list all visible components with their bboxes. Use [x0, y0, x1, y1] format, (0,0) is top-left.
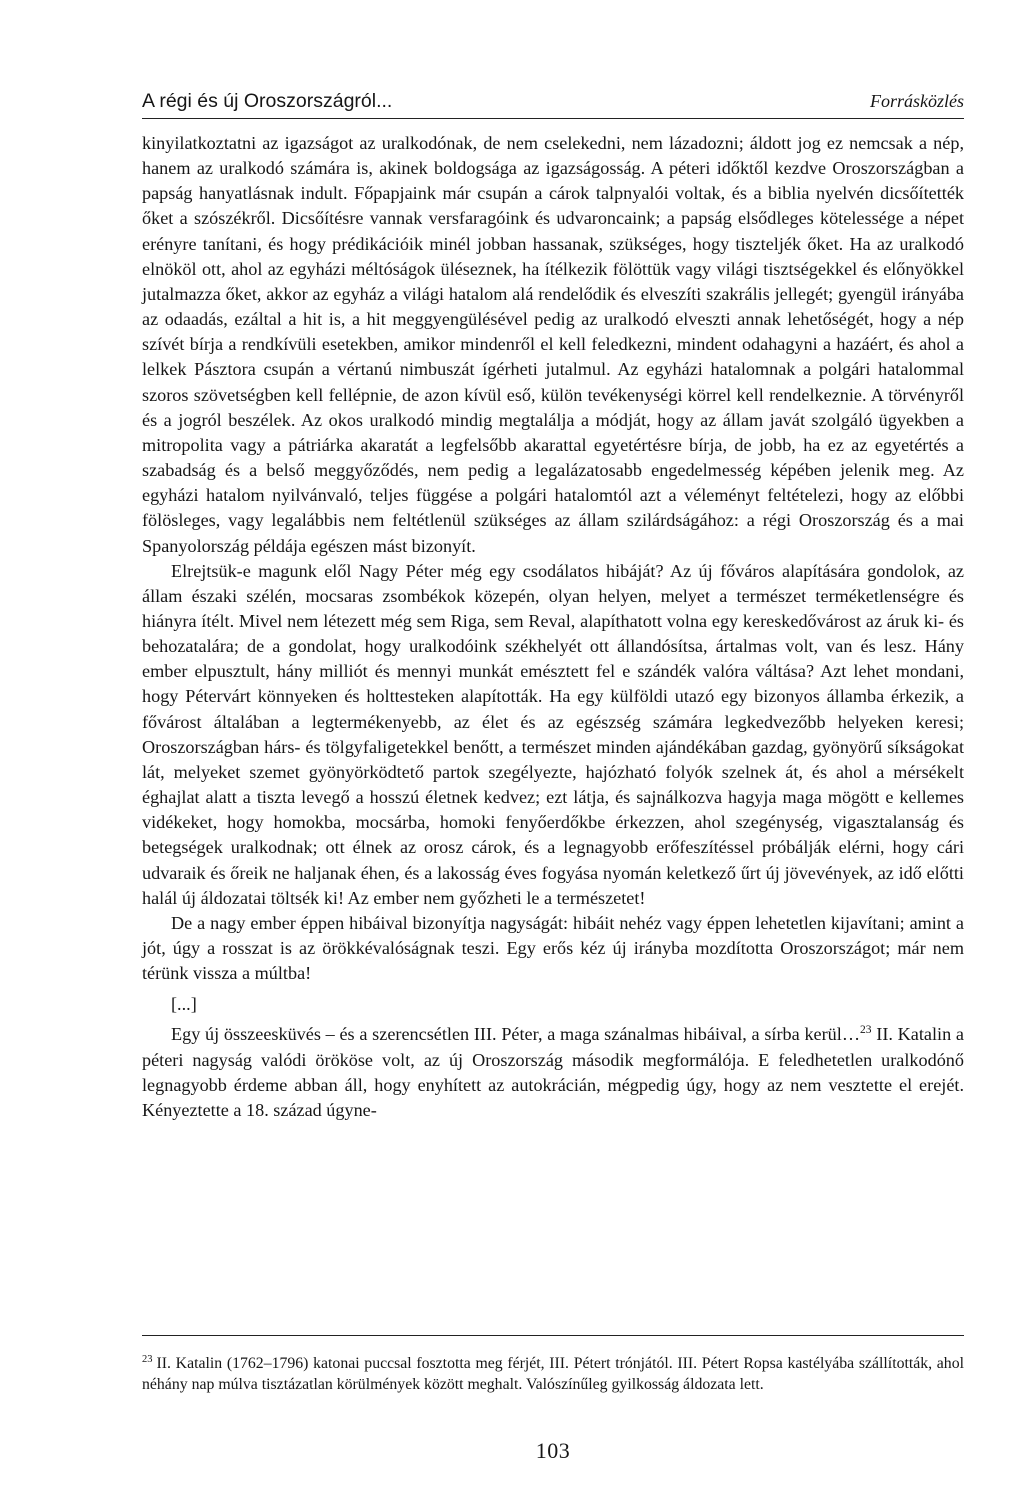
running-head: [142, 88, 964, 119]
paragraph-5-part-1: Egy új összeesküvés – és a szerencsétlen III. Péter, a maga szánalmas hibáival, a sírba kerül…: [171, 1024, 861, 1045]
paragraph-1: kinyilatkoztatni az igazságot az uralkodónak, de nem cselekedni, nem lázadozni; áldott jog ez nemcsak a nép, hanem az uralkodó számára is, akinek boldogsága az igazságosság. A péteri időktől kezdve Oroszországban a papság hanyatlásnak indult. Főpapjaink már csupán a cárok talpnyalói voltak, és a biblia nyelvén dicsőítették őket a szószékről. Dicsőítésre vannak versfaragóink és udvaroncaink; a papság elsődleges kötelessége a népet erényre tanítani, és hogy prédikációik minél jobban hassanak, szükséges, hogy tiszteljék őket. Ha az uralkodó elnököl ott, ahol az egyházi méltóságok üléseznek, ha ítélkezik fölöttük vagy világi tisztségekkel és előnyökkel jutalmazza őket, akkor az egyház a világi hatalom alá rendelődik és elveszíti szakrális jellegét; gyengül irányába az odaadás, ezáltal a hit is, a hit meggyengülésével pedig az uralkodó elveszti annak lehetőségét, hogy a nép szívét bírja a rendkívüli esetekben, amikor mindenről el kell feledkezni, mindent odahagyni a hazáért, és ahol a lelkek Pásztora csupán a vértanú nimbuszát ígérheti jutalmul. Az egyházi hatalomnak a polgári hatalommal szoros szövetségben kell fellépnie, de azon kívül eső, külön tevékenységi körrel kell rendelkeznie. A törvényről és a jogról beszélek. Az okos uralkodó mindig megtalálja a módját, hogy az állam javát szolgáló ügyekben a mitropolita vagy a pátriárka akaratát a legfelsőbb akarattal egyetértésre bírja, de jobb, ha ez az egyetértés a szabadság és a belső meggyőződés, nem pedig a legalázatosabb engedelmesség képében jelenik meg. Az egyházi hatalom nyilvánvaló, teljes függése a polgári hatalomtól azt a véleményt feltételezi, hogy az előbbi fölösleges, vagy legalábbis nem feltétlenül szükséges az állam szilárdságához: a régi Oroszország és a mai Spanyolország példája egészen mást bizonyít.: [142, 133, 964, 556]
paragraph-3: De a nagy ember éppen hibáival bizonyítja nagyságát: hibáit nehéz vagy éppen lehetetlen kijavítani; amint a jót, úgy a rosszat is az örökkévalóságnak teszi. Egy erős kéz új irányba mozdította Oroszországot; már nem térünk vissza a múltba!: [142, 912, 964, 984]
footnote-divider: [142, 1335, 964, 1336]
page-number: 103: [535, 1438, 571, 1463]
body-text: [142, 131, 964, 1123]
omission-marker: [...]: [171, 994, 197, 1015]
paragraph-5: [142, 1022, 964, 1123]
footnote-23: [142, 1354, 964, 1395]
paragraph-2: Elrejtsük-e magunk elől Nagy Péter még egy csodálatos hibáját? Az új főváros alapítására gondolok, az állam északi szélén, mocsaras zsombékok közepén, olyan helyen, melyet a természet terméketlenségre és hiányra ítélt. Mivel nem létezett még sem Riga, sem Reval, alapíthatott volna egy kereskedővárost az áruk ki- és behozatalára; de a gondolat, hogy uralkodóink székhelyét ott állandósítsa, ártalmas volt, van és lesz. Hány ember elpusztult, hány milliót és mennyi munkát emésztett fel e szándék valóra váltása? Azt lehet mondani, hogy Pétervárt könnyeken és holttesteken alapították. Ha egy külföldi utazó egy bizonyos államba érkezik, a fővárost általában a legtermékenyebb, az élet és az egészség számára legkedvezőbb helyeken keresi; Oroszországban hárs- és tölgyfaligetekkel benőtt, a természet minden ajándékában gazdag, gyönyörű síkságokat lát, melyeket szemet gyönyörködtető partok szegélyezte, hajózható folyók szelnek át, és ahol a mérsékelt éghajlat alatt a tiszta levegő a hosszú életnek kedvez; ezt látja, és sajnálkozva hagyja maga mögött e kellemes vidékeket, hogy homokba, mocsárba, homoki fenyőerdőkbe érkezzen, ahol szegénység, vigasztalanság és betegségek uralkodnak; ott élnek az orosz cárok, és a legnagyobb erőfeszítéssel próbálják elérni, hogy cári udvaraik és őreik ne haljanak éhen, és a lakosság éves fogyása nyomán keletkező űrt új jövevények, az idő előtti halál új áldozatai töltsék ki! Az ember nem győzheti le a természetet!: [142, 560, 964, 908]
footnotes: [142, 1335, 964, 1395]
running-head-section: Forrásközlés: [870, 91, 964, 111]
paragraph-5-part-2: II. Katalin a péteri nagyság valódi örököse volt, az új Oroszország második megformálója. E feledhetetlen uralkodónő legnagyobb érdeme abban áll, hogy enyhített az autokrácián, mégpedig úgy, hogy az nem vesztette el erejét. Kényeztette a 18. század úgyne-: [142, 1024, 965, 1120]
footnote-reference[interactable]: 23: [860, 1024, 872, 1037]
page: [142, 88, 965, 1463]
running-head-title: A régi és új Oroszországról...: [142, 90, 393, 112]
footnote-text: II. Katalin (1762–1796) katonai puccsal fosztotta meg férjét, III. Pétert trónjától. III. Pétert Ropsa kastélyába szállították, ahol néhány nap múlva tisztázatlan körülmények között meghalt. Valószínűleg gyilkosság áldozata lett.: [142, 1355, 964, 1393]
footnote-marker: 23: [142, 1353, 153, 1365]
